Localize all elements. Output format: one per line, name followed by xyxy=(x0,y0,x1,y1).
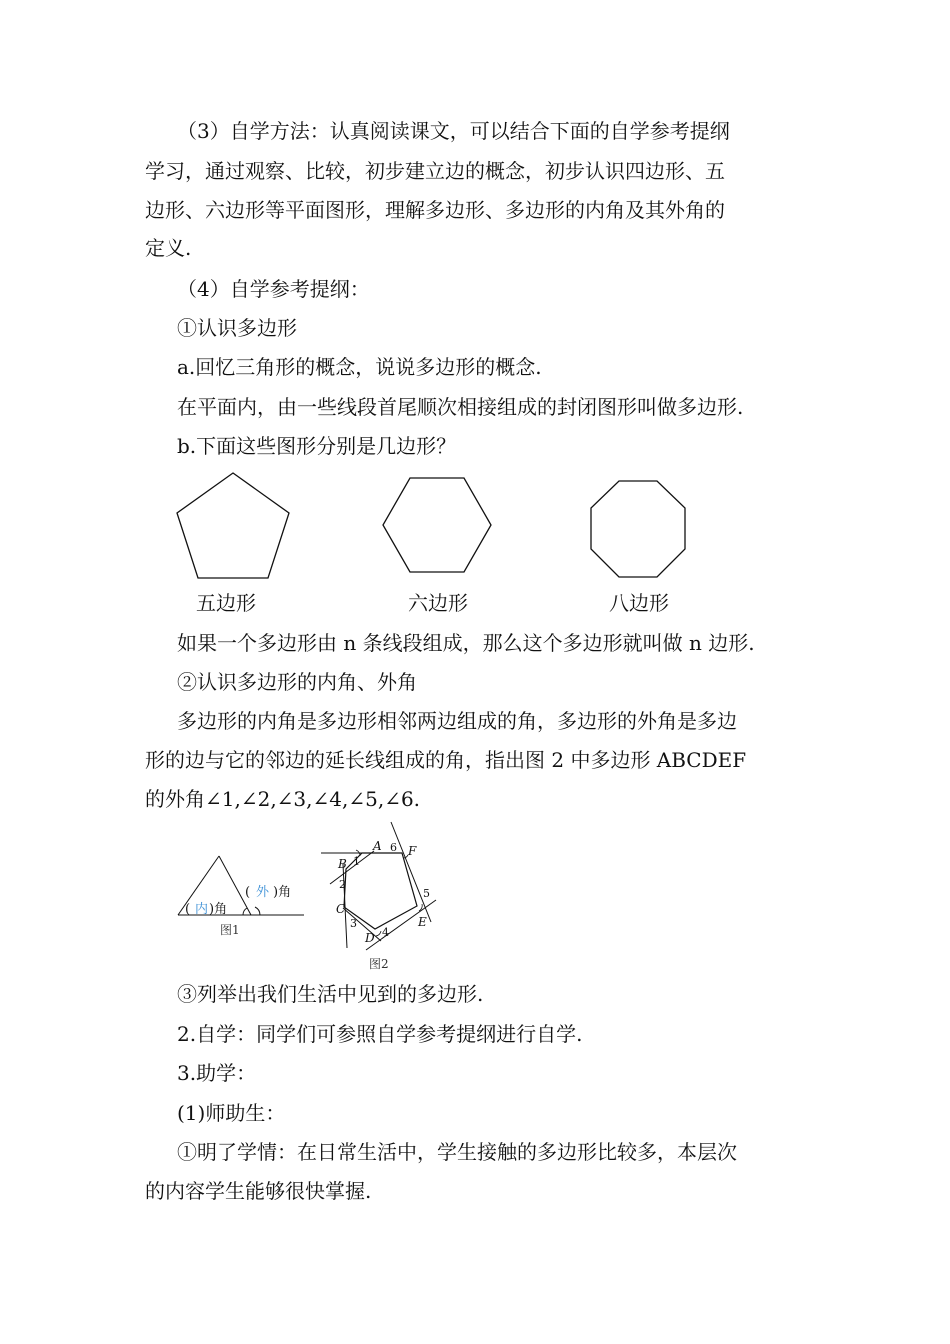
text-line: b.下面这些图形分别是几边形？ xyxy=(177,434,457,458)
text-line: 学习，通过观察、比较，初步建立边的概念，初步认识四边形、五 xyxy=(145,159,725,183)
outer-open-paren: ( xyxy=(245,885,251,900)
text-line: ①明了学情：在日常生活中，学生接触的多边形比较多，本层次 xyxy=(177,1140,737,1164)
angle-4-label: 4 xyxy=(382,926,389,939)
hexagon-figure xyxy=(378,474,496,576)
angle-2-label: 2 xyxy=(339,878,346,891)
text-line: 的外角∠1,∠2,∠3,∠4,∠5,∠6. xyxy=(145,787,421,811)
definition-line: 在平面内，由一些线段首尾顺次相接组成的封闭图形叫做多边形. xyxy=(177,395,744,419)
text-line: 2.自学：同学们可参照自学参考提纲进行自学. xyxy=(177,1022,583,1046)
text-line: ③列举出我们生活中见到的多边形. xyxy=(177,982,484,1006)
vertex-a-label: A xyxy=(373,839,382,853)
vertex-f-label: F xyxy=(408,844,417,858)
inner-angle-suffix: )角 xyxy=(209,902,228,917)
text-line: 多边形的内角是多边形相邻两边组成的角，多边形的外角是多边 xyxy=(177,709,737,733)
outline-heading: （4）自学参考提纲： xyxy=(177,277,370,301)
text-line: 定义. xyxy=(145,236,192,260)
section-heading: ①认识多边形 xyxy=(177,316,297,340)
inner-angle-word: 内 xyxy=(195,902,209,917)
angle-5-label: 5 xyxy=(423,887,430,900)
figure-2 xyxy=(318,818,458,978)
vertex-c-label: C xyxy=(336,902,346,916)
figure-1-caption: 图1 xyxy=(220,923,240,937)
inner-open-paren: ( xyxy=(185,902,191,917)
angle-6-label: 6 xyxy=(390,841,397,854)
text-line: 的内容学生能够很快掌握. xyxy=(145,1179,372,1203)
text-line: (1)师助生： xyxy=(177,1101,286,1125)
angle-1-label: 1 xyxy=(353,855,360,868)
angle-3-label: 3 xyxy=(350,917,357,930)
outer-angle-suffix: )角 xyxy=(273,885,292,900)
text-line: 3.助学： xyxy=(177,1061,257,1085)
octagon-label: 八边形 xyxy=(609,591,669,615)
text-line: a.回忆三角形的概念，说说多边形的概念. xyxy=(177,355,542,379)
pentagon-label: 五边形 xyxy=(196,591,256,615)
outer-angle-word: 外 xyxy=(256,885,270,900)
text-line: （3）自学方法：认真阅读课文，可以结合下面的自学参考提纲 xyxy=(177,119,730,143)
hexagon-label: 六边形 xyxy=(408,591,468,615)
figure-2-caption: 图2 xyxy=(369,957,389,971)
text-line: 形的边与它的邻边的延长线组成的角，指出图 2 中多边形 ABCDEF xyxy=(145,748,747,772)
vertex-d-label: D xyxy=(365,931,375,945)
octagon-figure xyxy=(586,478,690,582)
figure-1 xyxy=(170,848,310,948)
vertex-b-label: B xyxy=(338,857,347,871)
section-heading: ②认识多边形的内角、外角 xyxy=(177,670,417,694)
pentagon-figure xyxy=(170,470,300,585)
text-line: 如果一个多边形由 n 条线段组成，那么这个多边形就叫做 n 边形. xyxy=(177,631,755,655)
vertex-e-label: E xyxy=(418,915,427,929)
text-line: 边形、六边形等平面图形，理解多边形、多边形的内角及其外角的 xyxy=(145,198,725,222)
